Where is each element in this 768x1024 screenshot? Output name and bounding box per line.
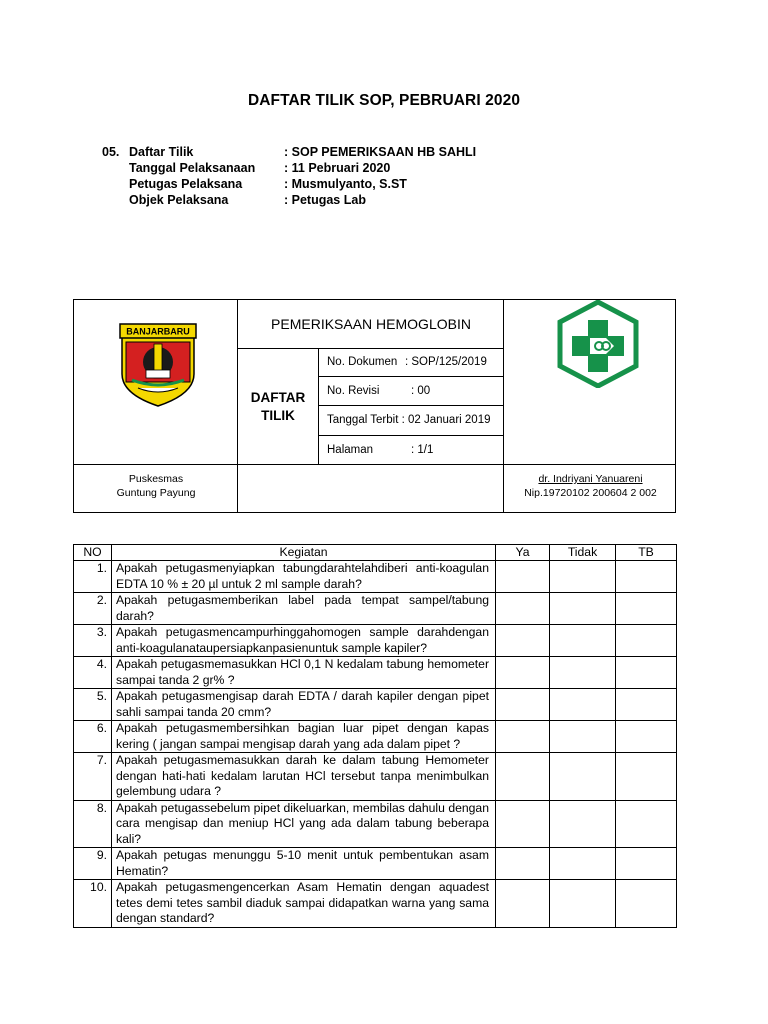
row-number: 10. bbox=[74, 880, 112, 928]
daftar-line-1: DAFTAR bbox=[250, 389, 306, 405]
checkbox-cell-tb[interactable] bbox=[616, 880, 677, 928]
info-value: : SOP PEMERIKSAAN HB SAHLI bbox=[284, 145, 477, 159]
row-number: 1. bbox=[74, 561, 112, 593]
row-activity: Apakah petugasmencampurhinggahomogen sample darahdengan anti-koagulanataupersiapkanpasienuntuk sample kapiler? bbox=[112, 625, 496, 657]
checkbox-cell-ya[interactable] bbox=[496, 657, 550, 689]
row-number: 5. bbox=[74, 689, 112, 721]
meta-value: : SOP/125/2019 bbox=[405, 356, 487, 368]
puskesmas-health-logo bbox=[556, 300, 640, 388]
doctor-name: dr. Indriyani Yanuareni bbox=[538, 473, 643, 485]
checkbox-cell-ya[interactable] bbox=[496, 721, 550, 753]
info-label: Tanggal Pelaksanaan bbox=[129, 161, 256, 175]
info-label: Petugas Pelaksana bbox=[129, 177, 243, 191]
checkbox-cell-ya[interactable] bbox=[496, 848, 550, 880]
checkbox-cell-ya[interactable] bbox=[496, 880, 550, 928]
checkbox-cell-ya[interactable] bbox=[496, 800, 550, 848]
puskesmas-line-2: Guntung Payung bbox=[116, 487, 196, 499]
meta-key: No. Dokumen bbox=[327, 356, 398, 368]
checkbox-cell-tb[interactable] bbox=[616, 625, 677, 657]
meta-key: Halaman bbox=[327, 444, 374, 456]
info-label: Objek Pelaksana bbox=[129, 193, 229, 207]
info-number: 05. bbox=[102, 145, 120, 159]
table-row bbox=[74, 593, 677, 625]
checkbox-cell-tidak[interactable] bbox=[550, 657, 616, 689]
meta-key: Tanggal Terbit bbox=[327, 414, 399, 426]
table-row bbox=[74, 689, 677, 721]
column-header-ya: Ya bbox=[496, 545, 550, 561]
column-header-no: NO bbox=[74, 545, 112, 561]
checkbox-cell-tb[interactable] bbox=[616, 753, 677, 801]
row-activity: Apakah petugasmembersihkan bagian luar pipet dengan kapas kering ( jangan sampai mengisap darah yang ada dalam pipet ? bbox=[112, 721, 496, 753]
checkbox-cell-tidak[interactable] bbox=[550, 753, 616, 801]
puskesmas-name bbox=[74, 472, 238, 500]
meta-value: : 1/1 bbox=[411, 444, 434, 456]
checkbox-cell-tidak[interactable] bbox=[550, 689, 616, 721]
row-number: 9. bbox=[74, 848, 112, 880]
row-activity: Apakah petugasmenyiapkan tabungdarahtelahdiberi anti-koagulan EDTA 10 % ± 20 µl untuk 2 ml sample darah? bbox=[112, 561, 496, 593]
meta-key: No. Revisi bbox=[327, 385, 380, 397]
table-header-row bbox=[74, 545, 677, 561]
checkbox-cell-ya[interactable] bbox=[496, 593, 550, 625]
table-row bbox=[74, 561, 677, 593]
daftar-tilik-label bbox=[238, 349, 318, 464]
row-number: 7. bbox=[74, 753, 112, 801]
row-number: 6. bbox=[74, 721, 112, 753]
table-row bbox=[74, 848, 677, 880]
table-row bbox=[74, 880, 677, 928]
puskesmas-line-1: Puskesmas bbox=[128, 473, 184, 485]
row-activity: Apakah petugasmemasukkan HCl 0,1 N kedalam tabung hemometer sampai tanda 2 gr% ? bbox=[112, 657, 496, 689]
doctor-nip: Nip.19720102 200604 2 002 bbox=[524, 487, 657, 499]
info-value: : Musmulyanto, S.ST bbox=[284, 177, 407, 191]
info-value: : Petugas Lab bbox=[284, 193, 366, 207]
meta-value: : 00 bbox=[411, 385, 431, 397]
meta-value: : 02 Januari 2019 bbox=[401, 414, 491, 426]
checklist-table bbox=[73, 544, 677, 928]
checkbox-cell-ya[interactable] bbox=[496, 689, 550, 721]
table-row bbox=[74, 657, 677, 689]
info-label: Daftar Tilik bbox=[129, 145, 194, 159]
row-activity: Apakah petugasmemberikan label pada tempat sampel/tabung darah? bbox=[112, 593, 496, 625]
row-activity: Apakah petugassebelum pipet dikeluarkan, membilas dahulu dengan cara mengisap dan meniup HCl yang ada dalam tabung beberapa kali? bbox=[112, 800, 496, 848]
row-number: 8. bbox=[74, 800, 112, 848]
divider bbox=[318, 348, 319, 464]
banjarbaru-crest-logo bbox=[118, 322, 198, 408]
row-activity: Apakah petugas menunggu 5-10 menit untuk pembentukan asam Hematin? bbox=[112, 848, 496, 880]
row-activity: Apakah petugasmengencerkan Asam Hematin dengan aquadest tetes demi tetes sambil diaduk sampai didapatkan warna yang sama dengan standard? bbox=[112, 880, 496, 928]
checkbox-cell-tb[interactable] bbox=[616, 657, 677, 689]
row-number: 2. bbox=[74, 593, 112, 625]
sop-header-box bbox=[73, 299, 676, 513]
doctor-signature-block bbox=[504, 472, 677, 500]
row-number: 4. bbox=[74, 657, 112, 689]
column-header-tb: TB bbox=[616, 545, 677, 561]
checkbox-cell-tidak[interactable] bbox=[550, 561, 616, 593]
table-row bbox=[74, 625, 677, 657]
meta-no-dokumen bbox=[327, 347, 487, 377]
table-row bbox=[74, 721, 677, 753]
table-row bbox=[74, 753, 677, 801]
checkbox-cell-tb[interactable] bbox=[616, 689, 677, 721]
header-title: PEMERIKSAAN HEMOGLOBIN bbox=[271, 316, 471, 332]
crest-banner-text: BANJARBARU bbox=[126, 326, 190, 337]
daftar-line-2: TILIK bbox=[261, 407, 295, 423]
checkbox-cell-tidak[interactable] bbox=[550, 800, 616, 848]
checkbox-cell-tb[interactable] bbox=[616, 800, 677, 848]
checkbox-cell-tb[interactable] bbox=[616, 721, 677, 753]
checkbox-cell-ya[interactable] bbox=[496, 625, 550, 657]
info-value: : 11 Pebruari 2020 bbox=[284, 161, 391, 175]
row-activity: Apakah petugasmemasukkan darah ke dalam tabung Hemometer dengan hati-hati kedalam larutan HCl tersebut tanpa menimbulkan gelembung udara ? bbox=[112, 753, 496, 801]
column-header-tidak: Tidak bbox=[550, 545, 616, 561]
meta-no-revisi bbox=[327, 376, 430, 406]
checkbox-cell-tb[interactable] bbox=[616, 561, 677, 593]
column-header-kegiatan: Kegiatan bbox=[112, 545, 496, 561]
checkbox-cell-ya[interactable] bbox=[496, 753, 550, 801]
checkbox-cell-tb[interactable] bbox=[616, 848, 677, 880]
checkbox-cell-tidak[interactable] bbox=[550, 848, 616, 880]
meta-tanggal-terbit bbox=[327, 405, 490, 435]
checkbox-cell-tb[interactable] bbox=[616, 593, 677, 625]
row-number: 3. bbox=[74, 625, 112, 657]
table-row bbox=[74, 800, 677, 848]
checkbox-cell-tidak[interactable] bbox=[550, 593, 616, 625]
checkbox-cell-tidak[interactable] bbox=[550, 721, 616, 753]
checkbox-cell-tidak[interactable] bbox=[550, 880, 616, 928]
meta-halaman bbox=[327, 435, 433, 465]
checkbox-cell-ya[interactable] bbox=[496, 561, 550, 593]
checkbox-cell-tidak[interactable] bbox=[550, 625, 616, 657]
row-activity: Apakah petugasmengisap darah EDTA / darah kapiler dengan pipet sahli sampai tanda 20 cmm? bbox=[112, 689, 496, 721]
document-title: DAFTAR TILIK SOP, PEBRUARI 2020 bbox=[247, 92, 521, 109]
